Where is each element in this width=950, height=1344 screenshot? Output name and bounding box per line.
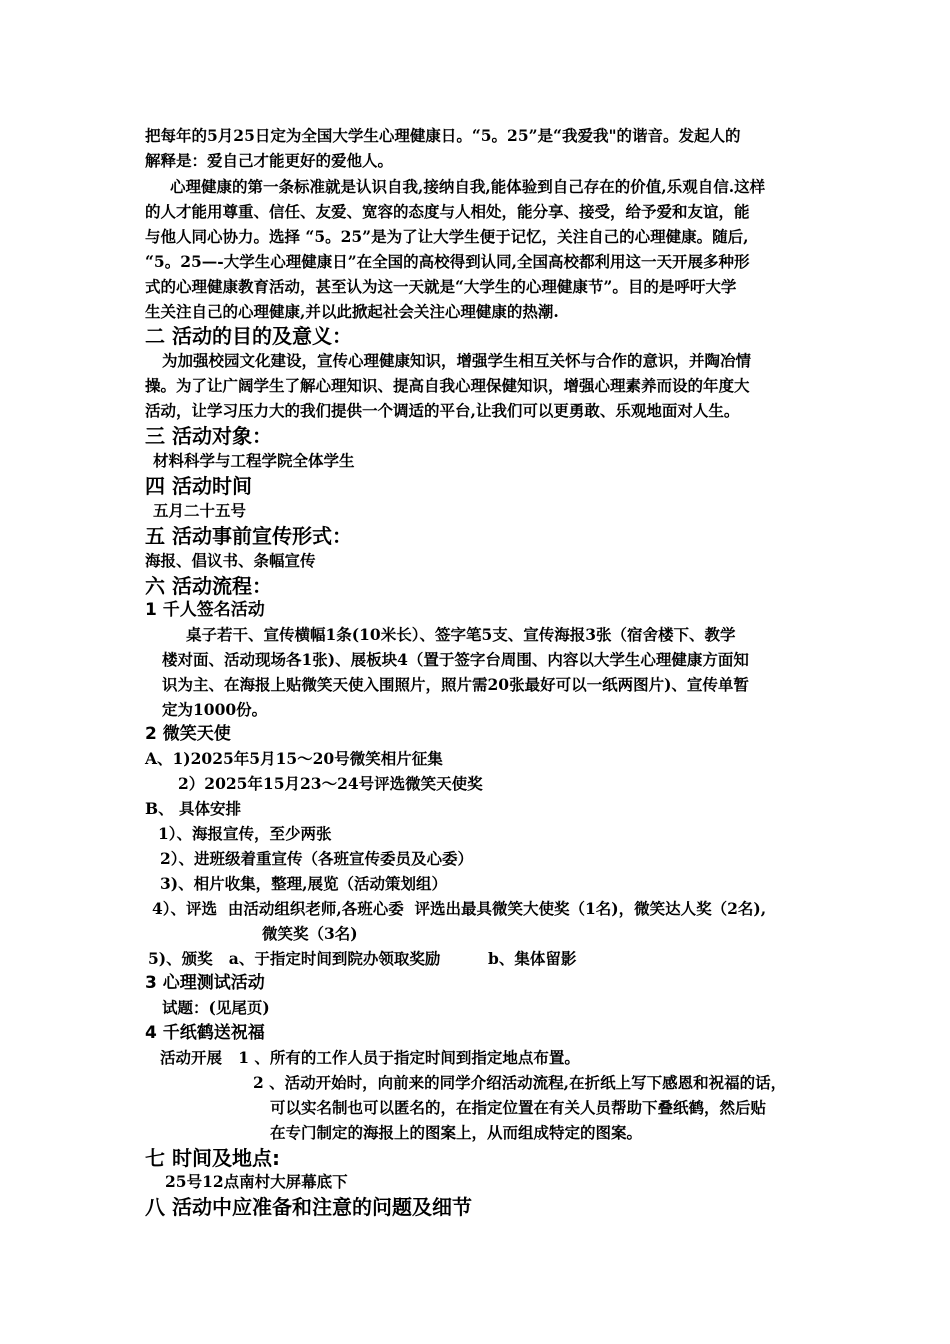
section-heading-time: 四 活动时间 <box>145 474 252 498</box>
activity-line: 识为主、在海报上贴微笑天使入围照片，照片需20张最好可以一纸两图片)、宣传单暂 <box>162 675 749 694</box>
purpose-line: 为加强校园文化建设，宣传心理健康知识，增强学生相互关怀与合作的意识，并陶冶情 <box>162 351 752 370</box>
intro-line: 把每年的5月25日定为全国大学生心理健康日。“5。25”是“我爱我"的谐音。发起人的 <box>145 126 741 145</box>
activity-line: 试题：(见尾页) <box>162 998 270 1017</box>
intro-line: 式的心理健康教育活动，甚至认为这一天就是“大学生的心理健康节”。目的是呼吁大学 <box>145 277 737 296</box>
activity-line: 4）、评选 由活动组织老师,各班心委 评选出最具微笑大使奖（1名)，微笑达人奖（2名), <box>152 899 767 918</box>
intro-line: “5。25—-大学生心理健康日”在全国的高校得到认同,全国高校都利用这一天开展多种形 <box>145 252 750 271</box>
activity-line: 微笑奖（3名) <box>262 924 358 943</box>
intro-line: 心理健康的第一条标准就是认识自我,接纳自我,能体验到自己存在的价值,乐观自信.这样 <box>170 177 766 196</box>
activity-line: 2）、进班级着重宣传（各班宣传委员及心委） <box>160 849 474 868</box>
activity-title: 2 微笑天使 <box>145 724 231 744</box>
time-text: 五月二十五号 <box>153 501 247 520</box>
activity-line: b、集体留影 <box>488 949 577 968</box>
section-heading-publicity: 五 活动事前宣传形式： <box>145 524 352 548</box>
section-heading-place: 七 时间及地点: <box>145 1146 280 1170</box>
activity-line: 2 、活动开始时，向前来的同学介绍活动流程,在折纸上写下感恩和祝福的话， <box>253 1073 787 1092</box>
section-heading-purpose: 二 活动的目的及意义： <box>145 324 352 348</box>
activity-line: A、1)2025年5月15～20号微笑相片征集 <box>145 749 443 768</box>
intro-line: 的人才能用尊重、信任、友爱、宽容的态度与人相处，能分享、接受，给予爱和友谊，能 <box>145 202 750 221</box>
publicity-text: 海报、倡议书、条幅宣传 <box>145 551 316 570</box>
place-text: 25号12点南村大屏幕底下 <box>165 1172 348 1191</box>
activity-line: 活动开展 1 、所有的工作人员于指定时间到指定地点布置。 <box>160 1048 580 1067</box>
activity-line: 1）、海报宣传，至少两张 <box>158 824 332 843</box>
activity-line: 桌子若干、宣传横幅1条(10米长）、签字笔5支、宣传海报3张（宿舍楼下、教学 <box>186 625 736 644</box>
purpose-line: 操。为了让广阔学生了解心理知识、提高自我心理保健知识，增强心理素养而设的年度大 <box>145 376 750 395</box>
intro-line: 与他人同心协力。选择 “5。25”是为了让大学生便于记忆，关注自己的心理健康。随后, <box>145 227 749 246</box>
activity-title: 1 千人签名活动 <box>145 600 265 620</box>
activity-title: 4 千纸鹤送祝福 <box>145 1023 265 1043</box>
activity-line: 2）2025年15月23～24号评选微笑天使奖 <box>178 774 483 793</box>
section-heading-audience: 三 活动对象： <box>145 424 272 448</box>
activity-line: 3)、相片收集，整理,展览（活动策划组） <box>160 874 448 893</box>
activity-line: B、 具体安排 <box>145 799 241 818</box>
activity-line: 楼对面、活动现场各1张)、展板块4（置于签字台周围、内容以大学生心理健康方面知 <box>162 650 749 669</box>
activity-title: 3 心理测试活动 <box>145 973 265 993</box>
audience-text: 材料科学与工程学院全体学生 <box>153 451 355 470</box>
section-heading-process: 六 活动流程： <box>145 574 272 598</box>
activity-line: 在专门制定的海报上的图案上，从而组成特定的图案。 <box>270 1123 643 1142</box>
activity-line: 可以实名制也可以匿名的，在指定位置在有关人员帮助下叠纸鹤，然后贴 <box>270 1098 767 1117</box>
purpose-line: 活动，让学习压力大的我们提供一个调适的平台,让我们可以更勇敢、乐观地面对人生。 <box>145 401 740 420</box>
section-heading-notes: 八 活动中应准备和注意的问题及细节 <box>145 1195 472 1219</box>
intro-line: 生关注自己的心理健康,并以此掀起社会关注心理健康的热潮. <box>145 302 559 321</box>
intro-line: 解释是：爱自己才能更好的爱他人。 <box>145 151 394 170</box>
activity-line: 5)、颁奖 a、于指定时间到院办领取奖励 <box>148 949 441 968</box>
activity-line: 定为1000份。 <box>162 700 268 719</box>
